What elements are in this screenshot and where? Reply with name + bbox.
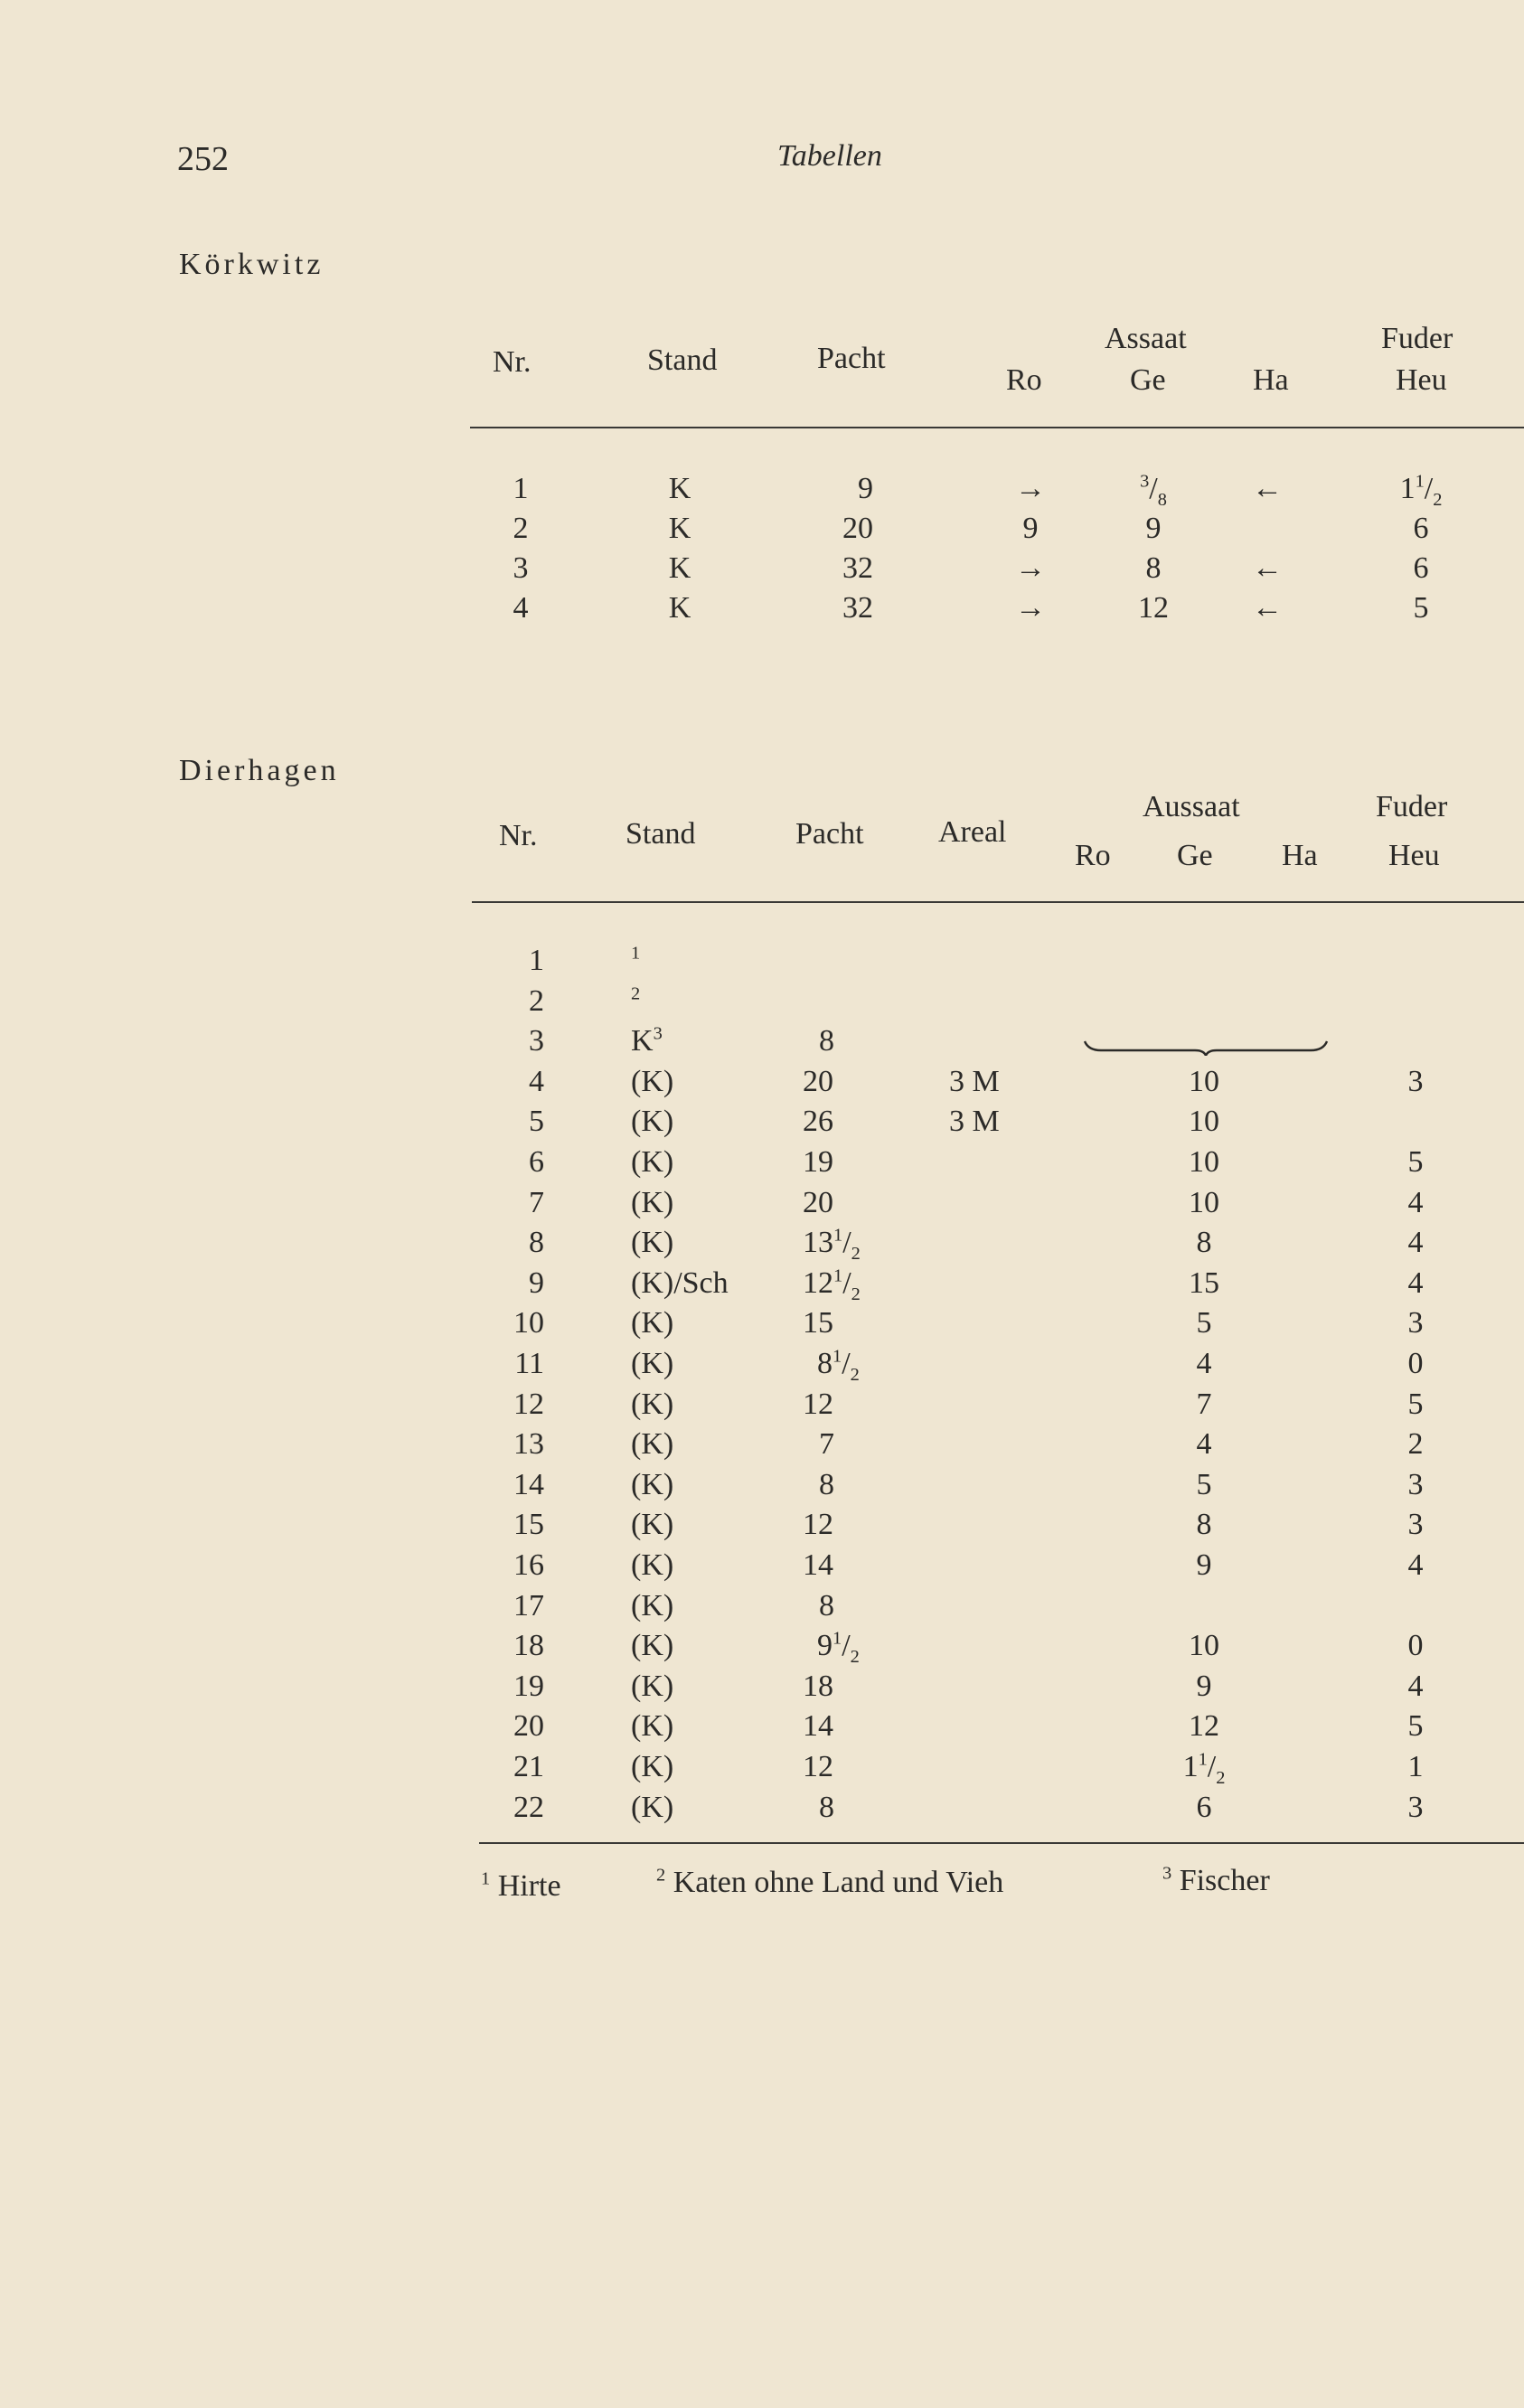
cell-aussaat: 10 [1189,1629,1219,1662]
cell-stand: K [668,591,691,625]
cell-heu: 3 [1407,1468,1424,1501]
cell-heu: 4 [1407,1670,1424,1703]
cell-heu: 6 [1413,551,1429,585]
header-ha: Ha [1253,363,1289,397]
header-ge: Ge [1177,839,1213,872]
cell-heu: 4 [1407,1266,1424,1300]
cell-heu: 6 [1413,512,1429,545]
cell-nr: 9 [529,1266,544,1300]
cell-pacht: 20 [842,512,873,545]
cell-aussaat: 5 [1196,1468,1212,1501]
header-nr: Nr. [493,345,532,379]
cell-stand: (K) [631,1306,674,1340]
cell-nr: 20 [513,1709,544,1743]
cell-stand: (K) [631,1750,674,1783]
cell-pacht: 12 [803,1750,833,1783]
cell-stand: 1 [631,943,641,964]
cell-aussaat: 7 [1196,1387,1212,1421]
cell-stand: (K) [631,1468,674,1501]
cell-heu: 5 [1407,1709,1424,1743]
cell-aussaat: 6 [1196,1791,1212,1824]
cell-nr: 4 [513,591,529,625]
cell-ro: 9 [1022,512,1039,545]
section-title-korkwitz: Körkwitz [179,248,325,281]
cell-heu: 0 [1407,1347,1424,1380]
cell-heu: 3 [1407,1791,1424,1824]
cell-nr: 2 [513,512,529,545]
table1-header-rule [470,427,1524,428]
cell-stand: (K) [631,1427,674,1461]
cell-aussaat: 8 [1196,1508,1212,1541]
table2-header-rule [472,901,1524,903]
cell-stand: (K) [631,1387,674,1421]
cell-ro: → [1015,551,1046,585]
cell-heu: 5 [1407,1387,1424,1421]
cell-pacht: 14 [803,1548,833,1582]
cell-aussaat: 4 [1196,1427,1212,1461]
cell-stand: (K) [631,1589,674,1623]
cell-nr: 3 [513,551,529,585]
cell-pacht: 8 [819,1024,834,1058]
cell-stand: $K^3$ [631,1023,663,1058]
cell-pacht: 32 [842,551,873,585]
cell-nr: 1 [513,472,529,505]
header-ro: Ro [1006,363,1042,397]
cell-heu: 2 [1407,1427,1424,1461]
cell-heu: 5 [1407,1145,1424,1179]
cell-pacht: 8 [819,1791,834,1824]
cell-pacht: $9^1/_2$ [817,1628,860,1667]
cell-aussaat: 9 [1196,1548,1212,1582]
cell-pacht: $13^1/_2$ [803,1225,861,1264]
cell-nr: 10 [513,1306,544,1340]
section-title-dierhagen: Dierhagen [179,754,340,787]
header-pacht: Pacht [817,342,886,375]
cell-nr: 4 [529,1065,544,1098]
aussaat-brace [1083,1036,1329,1056]
cell-pacht: 20 [803,1186,833,1219]
cell-ge: 9 [1145,512,1162,545]
header-fuder: Fuder [1376,790,1448,823]
header-areal: Areal [938,815,1007,849]
cell-heu: 4 [1407,1226,1424,1259]
cell-aussaat: 8 [1196,1226,1212,1259]
cell-nr: 6 [529,1145,544,1179]
cell-aussaat: 9 [1196,1670,1212,1703]
table2-bottom-rule [479,1842,1524,1844]
cell-heu: 3 [1407,1306,1424,1340]
cell-heu: 0 [1407,1629,1424,1662]
cell-pacht: 8 [819,1468,834,1501]
cell-ha: ← [1252,551,1283,585]
cell-ro: → [1015,591,1046,625]
cell-stand: (K) [631,1105,674,1138]
cell-pacht: 18 [803,1670,833,1703]
cell-nr: 7 [529,1186,544,1219]
header-aussaat: Aussaat [1143,790,1240,823]
cell-areal: 3 M [949,1065,1000,1098]
cell-stand: K [668,551,691,585]
cell-ge: $^3/_8$ [1140,471,1167,510]
cell-stand: K [668,472,691,505]
footnote-3: $^3$ Fischer [1162,1863,1270,1897]
cell-aussaat: 15 [1189,1266,1219,1300]
cell-nr: 1 [529,944,544,977]
cell-heu: 3 [1407,1508,1424,1541]
cell-stand: (K) [631,1629,674,1662]
header-ha: Ha [1282,839,1318,872]
cell-nr: 21 [513,1750,544,1783]
cell-pacht: 20 [803,1065,833,1098]
cell-stand: (K) [631,1670,674,1703]
cell-pacht: 15 [803,1306,833,1340]
cell-aussaat: 10 [1189,1105,1219,1138]
cell-stand: 2 [631,983,641,1004]
header-heu: Heu [1388,839,1440,872]
cell-pacht: 12 [803,1508,833,1541]
header-pacht: Pacht [795,817,864,851]
cell-stand: (K) [631,1065,674,1098]
footnote-2: $^2$ Katen ohne Land und Vieh [656,1865,1004,1899]
cell-aussaat: 10 [1189,1145,1219,1179]
cell-stand: K [668,512,691,545]
cell-aussaat: 10 [1189,1186,1219,1219]
cell-ro: → [1015,472,1046,505]
cell-stand: (K) [631,1226,674,1259]
cell-stand: (K) [631,1709,674,1743]
running-head: Tabellen [777,139,882,173]
cell-stand: (K)/Sch [631,1266,729,1300]
header-stand: Stand [647,343,718,377]
cell-nr: 16 [513,1548,544,1582]
cell-heu: 4 [1407,1548,1424,1582]
cell-stand: (K) [631,1508,674,1541]
cell-nr: 2 [529,984,544,1018]
cell-aussaat: $1^1/_2$ [1182,1749,1226,1788]
cell-stand: (K) [631,1791,674,1824]
cell-aussaat: 5 [1196,1306,1212,1340]
footnote-1: $^1$ Hirte [481,1868,561,1903]
cell-stand: (K) [631,1145,674,1179]
cell-nr: 14 [513,1468,544,1501]
cell-pacht: 19 [803,1145,833,1179]
cell-nr: 12 [513,1387,544,1421]
cell-heu: 1 [1407,1750,1424,1783]
cell-pacht: 8 [819,1589,834,1623]
page-number: 252 [177,140,229,178]
cell-ha: ← [1252,591,1283,625]
header-stand: Stand [626,817,696,851]
header-assaat: Assaat [1105,322,1187,355]
cell-aussaat: 10 [1189,1065,1219,1098]
cell-stand: (K) [631,1347,674,1380]
header-ro: Ro [1075,839,1111,872]
cell-aussaat: 12 [1189,1709,1219,1743]
cell-pacht: $12^1/_2$ [803,1265,861,1304]
cell-nr: 5 [529,1105,544,1138]
cell-pacht: 9 [858,472,873,505]
cell-nr: 22 [513,1791,544,1824]
cell-stand: (K) [631,1186,674,1219]
header-ge: Ge [1130,363,1166,397]
cell-nr: 18 [513,1629,544,1662]
cell-ge: 8 [1145,551,1162,585]
cell-heu: $1^1/_2$ [1399,471,1443,510]
cell-pacht: 26 [803,1105,833,1138]
cell-nr: 19 [513,1670,544,1703]
cell-nr: 11 [514,1347,544,1380]
cell-stand: (K) [631,1548,674,1582]
cell-nr: 17 [513,1589,544,1623]
header-fuder: Fuder [1381,322,1453,355]
cell-ge: 12 [1138,591,1169,625]
cell-nr: 8 [529,1226,544,1259]
cell-pacht: 14 [803,1709,833,1743]
header-nr: Nr. [499,819,538,852]
cell-nr: 13 [513,1427,544,1461]
cell-areal: 3 M [949,1105,1000,1138]
cell-pacht: 7 [819,1427,834,1461]
cell-pacht: $8^1/_2$ [817,1346,860,1385]
cell-pacht: 12 [803,1387,833,1421]
cell-pacht: 32 [842,591,873,625]
cell-ha: ← [1252,472,1283,505]
cell-aussaat: 4 [1196,1347,1212,1380]
cell-nr: 3 [529,1024,544,1058]
cell-heu: 5 [1413,591,1429,625]
cell-heu: 4 [1407,1186,1424,1219]
header-heu: Heu [1396,363,1447,397]
cell-nr: 15 [513,1508,544,1541]
cell-heu: 3 [1407,1065,1424,1098]
